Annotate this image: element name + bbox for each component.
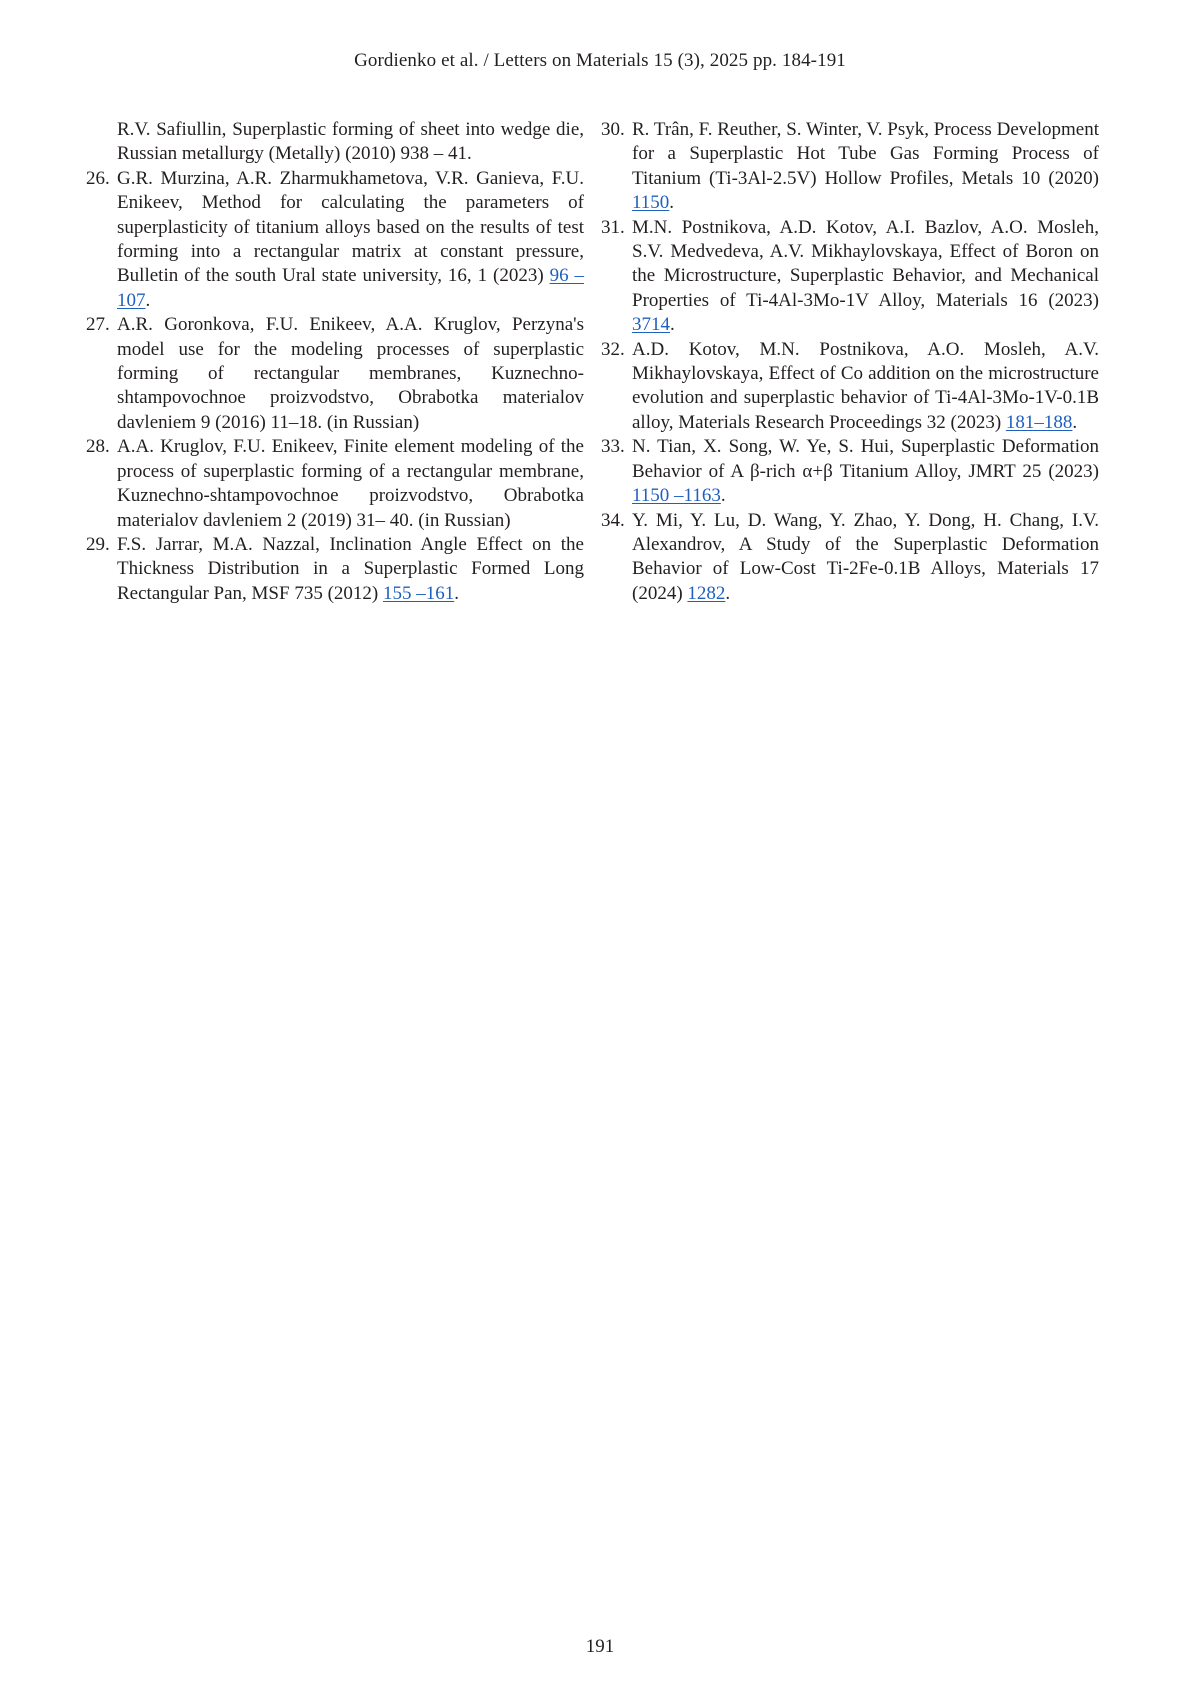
reference-text [117,118,584,167]
reference-item-34 [601,509,1099,607]
reference-body: R. Trân, F. Reuther, S. Winter, V. Psyk, Process Development for a Superplastic Hot Tube Gas Forming Process of Titanium (Ti-3Al-2.5V) Hollow Profiles, Metals 10 (2020) [632,119,1099,189]
reference-page-link[interactable]: 1150 –1163 [632,485,721,506]
reference-item-31 [601,216,1099,338]
reference-tail: . [454,583,459,604]
reference-number: 27. [86,313,117,337]
reference-body: A.R. Goronkova, F.U. Enikeev, A.A. Kruglov, Perzyna's model use for the modeling processes of superplastic forming of rectangular membranes, Kuznechno-shtampovochnoe proizvodstvo, Obrabotka materialov davleniem 9 (2016) 11–18. (in Russian) [117,314,584,433]
reference-item-33 [601,435,1099,508]
reference-text [117,167,584,313]
reference-item-27 [86,313,584,435]
reference-page-link[interactable]: 1150 [632,192,669,213]
reference-tail: . [725,583,730,604]
reference-text [117,313,584,435]
reference-number: 32. [601,338,632,362]
reference-item-28 [86,435,584,533]
reference-text [632,435,1099,508]
reference-page-link[interactable]: 96 –107 [117,265,584,310]
reference-text [632,338,1099,436]
reference-tail: . [1072,412,1077,433]
reference-body: A.A. Kruglov, F.U. Enikeev, Finite element modeling of the process of superplastic forming of a rectangular membrane, Kuznechno-shtampovochnoe proizvodstvo, Obrabotka materialov davleniem 2 (2019) 31– 40. (in Russian) [117,436,584,530]
page-number: 191 [0,1636,1200,1658]
reference-tail: . [669,192,674,213]
reference-number: 31. [601,216,632,240]
reference-number: 26. [86,167,117,191]
reference-number: 28. [86,435,117,459]
reference-text [632,118,1099,216]
running-title: Gordienko et al. / Letters on Materials 15 (3), 2025 pp. 184-191 [0,50,1200,72]
reference-item-26 [86,167,584,313]
reference-page-link[interactable]: 3714 [632,314,670,335]
reference-page-link[interactable]: 155 –161 [383,583,454,604]
reference-item-32 [601,338,1099,436]
reference-text [117,533,584,606]
reference-tail: . [721,485,726,506]
reference-tail: . [670,314,675,335]
reference-tail: . [146,290,151,311]
reference-body: M.N. Postnikova, A.D. Kotov, A.I. Bazlov, A.O. Mosleh, S.V. Medvedeva, A.V. Mikhaylovskaya, Effect of Boron on the Microstructure, Superplastic Behavior, and Mechanical Properties of Ti-4Al-3Mo-1V Alloy, Materials 16 (2023) [632,217,1099,311]
reference-page-link[interactable]: 1282 [687,583,725,604]
reference-body: F.S. Jarrar, M.A. Nazzal, Inclination Angle Effect on the Thickness Distribution in a Superplastic Formed Long Rectangular Pan, MSF 735 (2012) [117,534,584,604]
reference-column-left [86,118,584,606]
reference-text [632,509,1099,607]
reference-column-right [601,118,1099,606]
reference-item-29 [86,533,584,606]
reference-body: Y. Mi, Y. Lu, D. Wang, Y. Zhao, Y. Dong, H. Chang, I.V. Alexandrov, A Study of the Superplastic Deformation Behavior of Low-Cost Ti-2Fe-0.1B Alloys, Materials 17 (2024) [632,510,1099,604]
reference-item-30 [601,118,1099,216]
reference-number: 34. [601,509,632,533]
reference-text [632,216,1099,338]
reference-body: G.R. Murzina, A.R. Zharmukhametova, V.R. Ganieva, F.U. Enikeev, Method for calculating the parameters of superplasticity of titanium alloys based on the results of test forming into a rectangular matrix at constant pressure, Bulletin of the south Ural state university, 16, 1 (2023) [117,168,584,287]
reference-body: R.V. Safiullin, Superplastic forming of sheet into wedge die, Russian metallurgy (Metally) (2010) 938 – 41. [117,119,584,164]
reference-text [117,435,584,533]
reference-page-link[interactable]: 181–188 [1006,412,1073,433]
reference-body: N. Tian, X. Song, W. Ye, S. Hui, Superplastic Deformation Behavior of A β-rich α+β Titanium Alloy, JMRT 25 (2023) [632,436,1099,481]
reference-item-25-continued [86,118,584,167]
reference-number: 30. [601,118,632,142]
reference-body: A.D. Kotov, M.N. Postnikova, A.O. Mosleh, A.V. Mikhaylovskaya, Effect of Co addition on the microstructure evolution and superplastic behavior of Ti-4Al-3Mo-1V-0.1B alloy, Materials Research Proceedings 32 (2023) [632,339,1099,433]
reference-number: 29. [86,533,117,557]
reference-number: 33. [601,435,632,459]
